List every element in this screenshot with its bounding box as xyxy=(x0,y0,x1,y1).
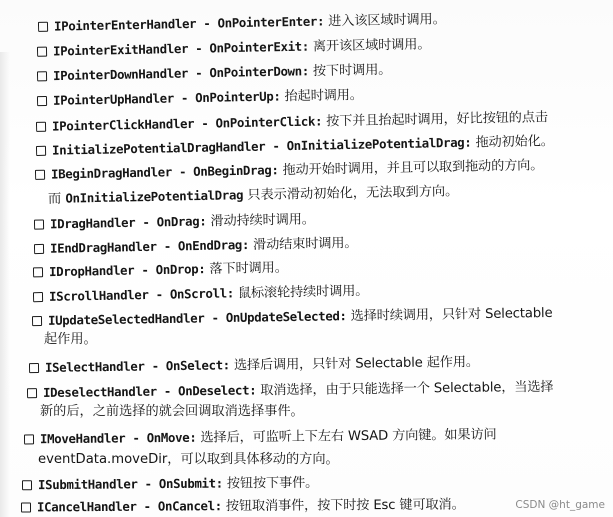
handler-description: 鼠标滚轮持续时调用。 xyxy=(233,283,369,302)
handler-code: IScrollHandler - OnScroll: xyxy=(48,285,234,304)
handler-description: 按下时调用。 xyxy=(308,62,392,80)
continuation-text: 而 xyxy=(47,191,66,207)
handler-description: 进入该区域时调用。 xyxy=(324,12,446,30)
handler-code: IPointerExitHandler - OnPointerExit: xyxy=(52,38,310,59)
list-item xyxy=(22,474,318,495)
handler-code: ICancelHandler - OnCancel: xyxy=(36,498,222,515)
continuation-text: 新的后，之前选择的就会回调取消选择事件。 xyxy=(40,404,304,419)
list-item-continuation xyxy=(48,182,459,208)
handler-code: InitializePotentialDragHandler - OnInitializePotentialDrag: xyxy=(51,134,472,158)
continuation-text: eventData.moveDir，可以取到具体移动的方向。 xyxy=(38,452,339,467)
handler-code: IMoveHandler - OnMove: xyxy=(39,429,197,447)
checkbox-bullet-icon xyxy=(33,292,43,302)
handler-description: 拖动初始化。 xyxy=(471,134,554,151)
handler-code: IEndDragHandler - OnEndDrag: xyxy=(49,236,250,256)
inline-code: OnInitializePotentialDrag xyxy=(65,187,244,206)
handler-description: 离开该区域时调用。 xyxy=(308,37,431,55)
checkbox-bullet-icon xyxy=(34,244,44,254)
list-item xyxy=(38,10,446,36)
list-item xyxy=(24,426,497,449)
handler-code: IUpdateSelectedHandler - OnUpdateSelected: xyxy=(47,308,347,328)
checkbox-bullet-icon xyxy=(24,434,34,444)
handler-code: IDeselectHandler - OnDeselect: xyxy=(42,382,257,401)
handler-description: 按钮按下事件。 xyxy=(222,475,319,492)
list-item xyxy=(33,282,369,306)
handler-code: IPointerDownHandler - OnPointerDown: xyxy=(52,63,310,84)
list-item xyxy=(36,108,548,136)
list-item xyxy=(34,210,315,233)
handler-code: IPointerUpHandler - OnPointerUp: xyxy=(52,88,281,108)
checkbox-bullet-icon xyxy=(34,220,44,230)
list-item-continuation xyxy=(40,403,304,421)
handler-code: IBeginDragHandler - OnBeginDrag: xyxy=(50,162,279,182)
continuation-text: 只表示滑动初始化，无法取到方向。 xyxy=(243,184,459,204)
checkbox-bullet-icon xyxy=(38,22,48,32)
checkbox-bullet-icon xyxy=(21,502,31,512)
list-item xyxy=(33,259,288,282)
checkbox-bullet-icon xyxy=(33,267,43,277)
list-item xyxy=(34,234,358,258)
list-item xyxy=(32,304,553,330)
handler-description: 拖动开始时调用，并且可以取到拖动的方向。 xyxy=(278,158,544,179)
list-item xyxy=(27,378,554,402)
checkbox-bullet-icon xyxy=(37,47,47,57)
page-edge-shadow xyxy=(0,52,10,517)
checkbox-bullet-icon xyxy=(27,388,37,398)
checkbox-bullet-icon xyxy=(36,146,46,156)
list-item xyxy=(21,495,465,516)
checkbox-bullet-icon xyxy=(35,170,45,180)
continuation-text: 起作用。 xyxy=(44,332,97,347)
list-item xyxy=(37,61,392,86)
checkbox-bullet-icon xyxy=(37,96,47,106)
checkbox-bullet-icon xyxy=(36,122,46,132)
handler-description: 滑动结束时调用。 xyxy=(248,235,358,253)
list-item xyxy=(36,132,554,160)
checkbox-bullet-icon xyxy=(37,71,47,81)
checkbox-bullet-icon xyxy=(29,363,39,373)
handler-code: IDragHandler - OnDrag: xyxy=(49,213,207,232)
list-item xyxy=(29,353,479,377)
list-item xyxy=(37,35,431,61)
checkbox-bullet-icon xyxy=(22,480,32,490)
handler-description: 滑动持续时调用。 xyxy=(206,212,315,230)
handler-code: ISelectHandler - OnSelect: xyxy=(44,357,230,375)
list-item-continuation xyxy=(38,451,339,469)
handler-description: 抬起时调用。 xyxy=(280,87,363,105)
list-item-continuation xyxy=(44,331,97,349)
handler-description: 选择时续调用，只针对 Selectable xyxy=(346,305,553,325)
handler-description: 落下时调用。 xyxy=(205,260,288,278)
handler-description: 按下并且抬起时调用，好比按钮的点击 xyxy=(322,110,548,130)
watermark: CSDN @ht_game xyxy=(515,499,605,511)
handler-code: ISubmitHandler - OnSubmit: xyxy=(37,475,223,493)
handler-description: 取消选择，由于只能选择一个 Selectable，当选择 xyxy=(256,379,554,399)
handler-description: 选择后调用，只针对 Selectable 起作用。 xyxy=(229,354,479,374)
handler-code: IPointerEnterHandler - OnPointerEnter: xyxy=(53,13,325,34)
handler-description: 选择后，可监听上下左右 WSAD 方向键。如果访问 xyxy=(196,427,497,446)
list-item xyxy=(37,86,363,110)
handler-code: IPointerClickHandler - OnPointerClick: xyxy=(51,113,323,134)
checkbox-bullet-icon xyxy=(32,316,42,326)
handler-description: 按钮取消事件，按下时按 Esc 键可取消。 xyxy=(221,497,465,515)
handler-code: IDropHandler - OnDrop: xyxy=(48,261,206,280)
list-item xyxy=(35,156,544,184)
